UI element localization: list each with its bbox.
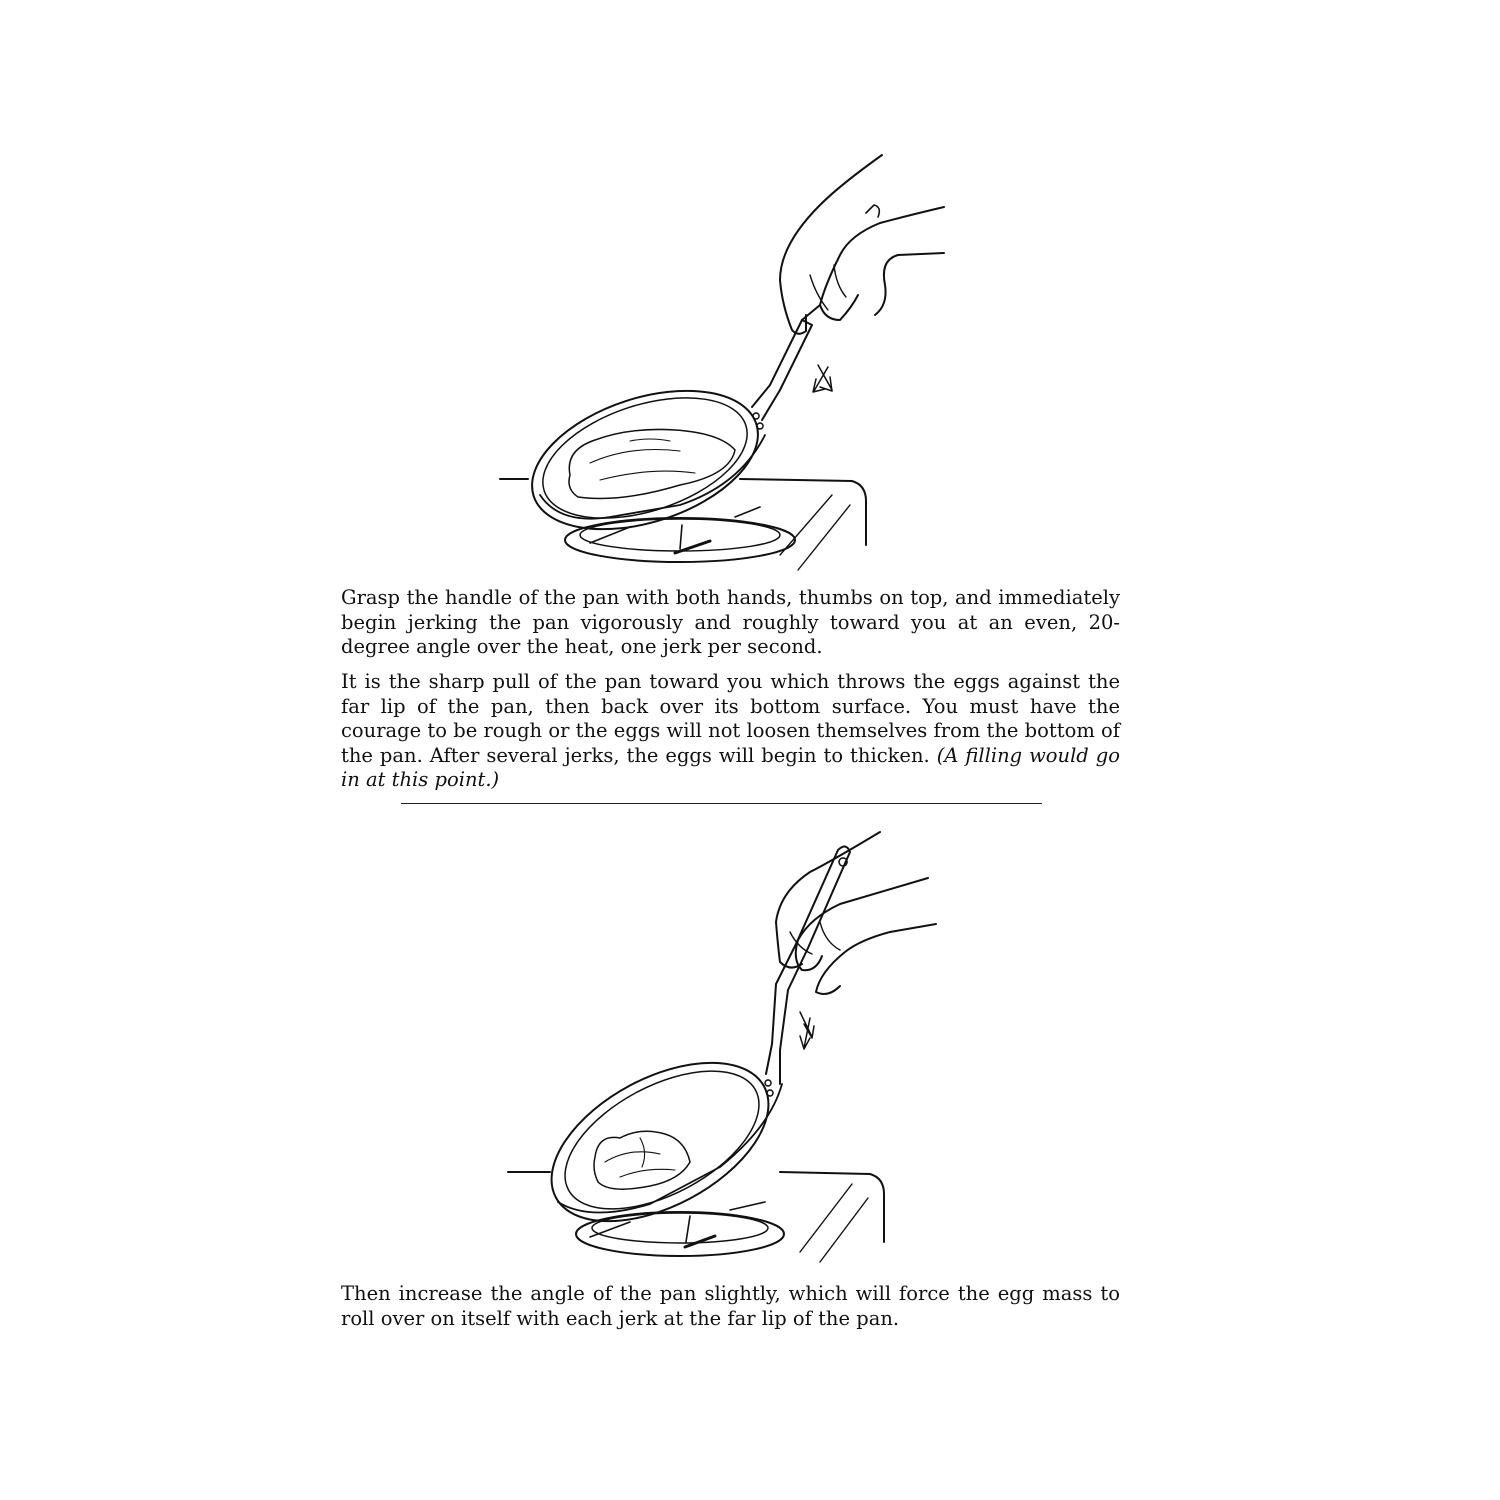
omelette-pan-illustration	[480, 145, 980, 580]
filling-note: (A filling would go in at this point.)	[341, 743, 1120, 791]
omelette-pan-tilted-illustration	[480, 822, 980, 1274]
instruction-paragraph-1: Grasp the handle of the pan with both hands, thumbs on top, and immediately begin jerking the pan vigorously and roughly toward you at an even, 20-degree angle over the heat, one jerk per second.	[341, 586, 1120, 658]
instruction-paragraph-2	[341, 670, 1120, 793]
instruction-paragraph-3: Then increase the angle of the pan slightly, which will force the egg mass to roll over on itself with each jerk at the far lip of the pan.	[341, 1282, 1120, 1330]
instruction-paragraph-2-text: It is the sharp pull of the pan toward you which throws the eggs against the far lip of the pan, then back over its bottom surface. You must have the courage to be rough or the eggs will not loosen themselves from the bottom of the pan. After several jerks, the eggs will begin to thicken.	[341, 670, 1120, 767]
section-divider	[401, 803, 1042, 804]
